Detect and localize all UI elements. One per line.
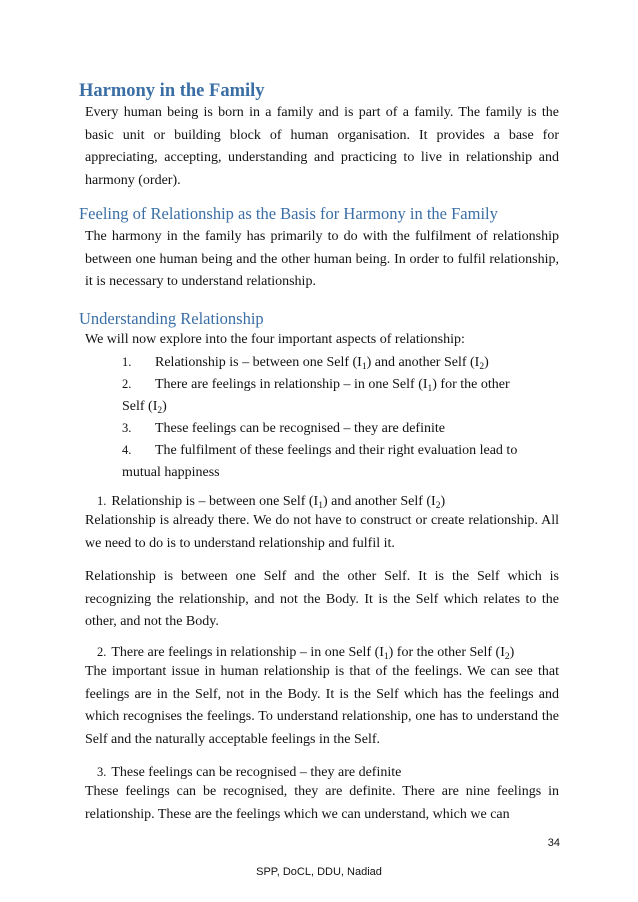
subsection-heading-1: 1. Relationship is – between one Self $(I_1)$ and another Self $(I_2)$ — [97, 494, 446, 511]
subsection-heading-3: 3. These feelings can be recognised – they are definite — [97, 765, 402, 780]
list-number: 4. — [122, 443, 132, 457]
list-item: 4. The fulfilment of these feelings and their right evaluation lead to mutual happiness — [122, 439, 559, 484]
page-number: 34 — [547, 837, 560, 849]
section-heading-understanding-relationship: Understanding Relationship — [79, 309, 264, 328]
point2-paragraph: The important issue in human relationship is that of the feelings. We can see that feelings are in the Self, not in the Body. It is the Self which has the feelings and which recognises the feelings. To understand relationship, one has to understand the Self and the naturally acceptable feelings in the Self. — [85, 664, 559, 747]
intro-paragraph: Every human being is born in a family and is part of a family. The family is the basic unit or building block of human organisation. It provides a base for appreciating, accepting, understanding and practicing to live in relationship and harmony (order). — [85, 105, 559, 188]
subsection-heading-2: 2. There are feelings in relationship – in one Self $(I_1)$ for the other Self $(I_2)$ — [97, 645, 515, 662]
section-feeling-body: The harmony in the family has primarily to do with the fulfilment of relationship between one human being and the other human being. In order to fulfil relationship, it is necessary to understand relationship. — [85, 229, 559, 289]
page-footer: SPP, DoCL, DDU, Nadiad — [256, 866, 382, 878]
section-understanding-lead: We will now explore into the four important aspects of relationship: — [85, 332, 465, 347]
list-item: 3. These feelings can be recognised – they are definite — [122, 417, 559, 440]
point1-paragraph-2: Relationship is between one Self and the other Self. It is the Self which is recognizing the relationship, and not the Body. It is the Self which relates to the other, and not the Body. — [85, 569, 559, 629]
list-item: 2. There are feelings in relationship – in one Self $(I_1)$ for the other Self $(I_2)$ — [122, 373, 559, 418]
list-number: 1. — [122, 355, 132, 369]
section-heading-feeling-of-relationship: Feeling of Relationship as the Basis for Harmony in the Family — [79, 204, 498, 223]
list-number: 2. — [122, 377, 132, 391]
list-item: 1. Relationship is – between one Self $(I_1)$ and another Self $(I_2)$ — [122, 351, 559, 374]
point3-paragraph: These feelings can be recognised, they are definite. There are nine feelings in relationship. These are the feelings which we can understand, which we can — [85, 784, 559, 822]
page-title: Harmony in the Family — [79, 81, 265, 101]
point1-paragraph-1: Relationship is already there. We do not have to construct or create relationship. All we need to do is to understand relationship and fulfil it. — [85, 513, 559, 551]
list-number: 3. — [122, 421, 132, 435]
